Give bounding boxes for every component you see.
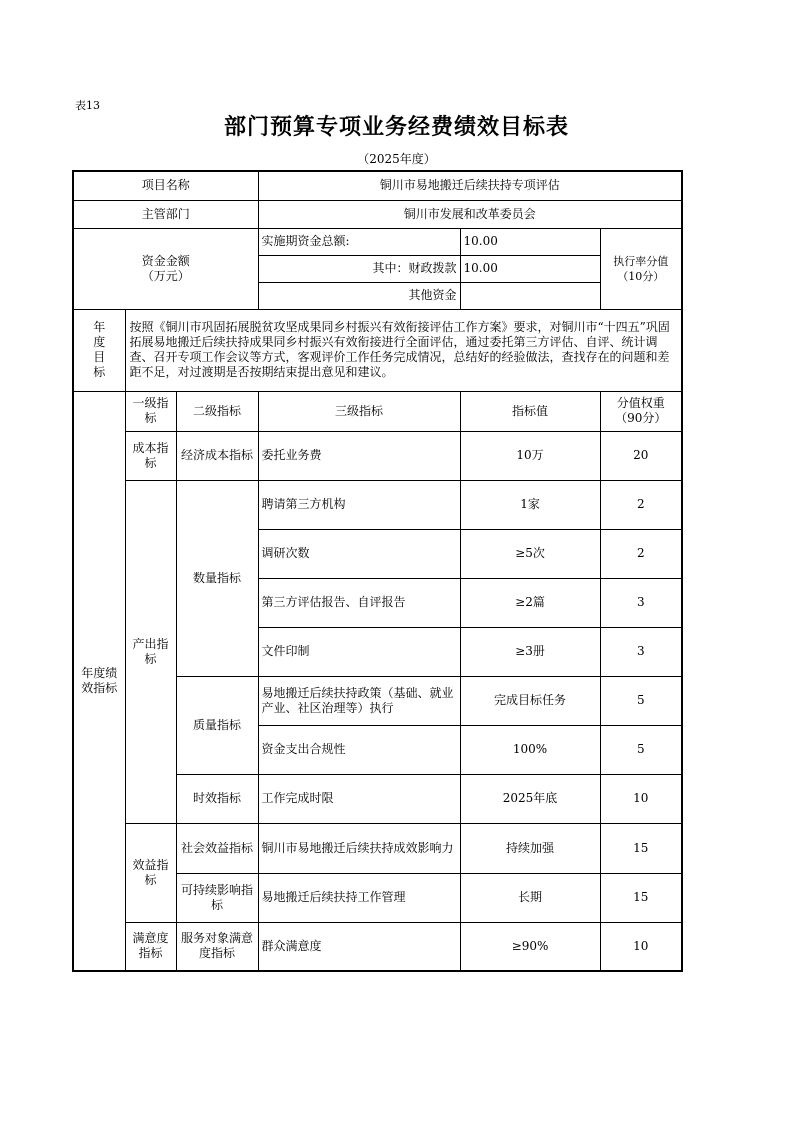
indicator-value: ≥2篇 bbox=[460, 578, 600, 627]
annual-goal-text: 按照《铜川市巩固拓展脱贫攻坚成果同乡村振兴有效衔接评估工作方案》要求，对铜川市“十四五”巩固拓展易地搬迁后续扶持成果同乡村振兴有效衔接进行全面评估，通过委托第三方评估、自评、统计调查、召开专项工作会议等方式，客观评价工作任务完成情况，总结好的经验做法，查找存在的问题和差距不足，对过渡期是否按期结束提出意见和建议。 bbox=[125, 309, 682, 391]
indicator-value: 10万 bbox=[460, 431, 600, 480]
indicator-value: ≥3册 bbox=[460, 627, 600, 676]
funds-fiscal-label: 其中：财政拨款 bbox=[258, 255, 460, 282]
goal-char: 度 bbox=[93, 335, 106, 349]
annual-goal-label bbox=[73, 309, 125, 391]
indicator-name: 工作完成时限 bbox=[258, 774, 460, 823]
level2-quantity: 数量指标 bbox=[176, 480, 258, 676]
indicator-name: 文件印制 bbox=[258, 627, 460, 676]
exec-rate-points: （10分） bbox=[617, 269, 665, 283]
dept-label: 主管部门 bbox=[73, 200, 258, 228]
fiscal-year: （2025年度） bbox=[357, 152, 436, 166]
dept-value: 铜川市发展和改革委员会 bbox=[258, 200, 682, 228]
table-row bbox=[73, 823, 682, 873]
indicator-weight: 15 bbox=[600, 823, 682, 873]
funds-label-text: 资金金额 bbox=[141, 253, 190, 268]
indicator-weight: 3 bbox=[600, 627, 682, 676]
funds-label bbox=[73, 228, 258, 309]
funds-fiscal-value: 10.00 bbox=[460, 255, 600, 282]
level2-sustainable: 可持续影响指标 bbox=[176, 873, 258, 922]
header-value: 指标值 bbox=[460, 391, 600, 431]
goal-char: 标 bbox=[93, 365, 106, 379]
header-weight bbox=[600, 391, 682, 431]
indicator-name: 易地搬迁后续扶持政策（基础、就业产业、社区治理等）执行 bbox=[258, 676, 460, 725]
annual-indicators-label: 年度绩效指标 bbox=[73, 391, 125, 971]
indicator-name: 易地搬迁后续扶持工作管理 bbox=[258, 873, 460, 922]
indicator-name: 资金支出合规性 bbox=[258, 725, 460, 774]
indicator-weight: 2 bbox=[600, 529, 682, 578]
header-level1: 一级指标 bbox=[125, 391, 176, 431]
header-level3: 三级指标 bbox=[258, 391, 460, 431]
funds-row-total bbox=[73, 228, 682, 255]
table-row bbox=[73, 480, 682, 529]
table-number: 表13 bbox=[75, 99, 100, 112]
funds-total-value: 10.00 bbox=[460, 228, 600, 255]
indicator-value: ≥5次 bbox=[460, 529, 600, 578]
indicator-weight: 10 bbox=[600, 922, 682, 971]
funds-total-label: 实施期资金总额: bbox=[258, 228, 460, 255]
level1-output: 产出指标 bbox=[125, 480, 176, 823]
level1-cost: 成本指标 bbox=[125, 431, 176, 480]
header-level2: 二级指标 bbox=[176, 391, 258, 431]
indicator-value: 1家 bbox=[460, 480, 600, 529]
project-name-label: 项目名称 bbox=[73, 171, 258, 200]
indicator-weight: 2 bbox=[600, 480, 682, 529]
exec-rate-label: 执行率分值 bbox=[613, 254, 669, 268]
indicator-value: 100% bbox=[460, 725, 600, 774]
exec-rate-score bbox=[600, 228, 682, 309]
header-weight-label: 分值权重 bbox=[616, 396, 665, 410]
funds-other-label: 其他资金 bbox=[258, 282, 460, 309]
indicator-weight: 10 bbox=[600, 774, 682, 823]
indicator-value: 2025年底 bbox=[460, 774, 600, 823]
level2-service: 服务对象满意度指标 bbox=[176, 922, 258, 971]
indicator-name: 第三方评估报告、自评报告 bbox=[258, 578, 460, 627]
table-row bbox=[73, 431, 682, 480]
level2-social: 社会效益指标 bbox=[176, 823, 258, 873]
indicator-weight: 5 bbox=[600, 676, 682, 725]
goal-char: 目 bbox=[93, 350, 106, 364]
level2-economic-cost: 经济成本指标 bbox=[176, 431, 258, 480]
project-name-value: 铜川市易地搬迁后续扶持专项评估 bbox=[258, 171, 682, 200]
indicator-weight: 15 bbox=[600, 873, 682, 922]
indicator-name: 聘请第三方机构 bbox=[258, 480, 460, 529]
page-title: 部门预算专项业务经费绩效目标表 bbox=[223, 114, 569, 140]
goal-char: 年 bbox=[93, 320, 106, 334]
indicator-value: 长期 bbox=[460, 873, 600, 922]
indicator-weight: 3 bbox=[600, 578, 682, 627]
level2-timeliness: 时效指标 bbox=[176, 774, 258, 823]
indicator-name: 群众满意度 bbox=[258, 922, 460, 971]
level2-quality: 质量指标 bbox=[176, 676, 258, 774]
funds-unit: （万元） bbox=[141, 268, 190, 283]
annual-goal-row bbox=[73, 309, 682, 391]
indicator-value: 完成目标任务 bbox=[460, 676, 600, 725]
dept-row bbox=[73, 200, 682, 228]
indicator-name: 委托业务费 bbox=[258, 431, 460, 480]
table-row bbox=[73, 922, 682, 971]
indicator-value: 持续加强 bbox=[460, 823, 600, 873]
performance-target-table bbox=[72, 170, 683, 972]
funds-other-value bbox=[460, 282, 600, 309]
indicator-name: 调研次数 bbox=[258, 529, 460, 578]
indicator-weight: 5 bbox=[600, 725, 682, 774]
indicator-weight: 20 bbox=[600, 431, 682, 480]
level1-benefit: 效益指标 bbox=[125, 823, 176, 922]
project-name-row bbox=[73, 171, 682, 200]
level1-satisfaction: 满意度指标 bbox=[125, 922, 176, 971]
indicator-header-row bbox=[73, 391, 682, 431]
indicator-value: ≥90% bbox=[460, 922, 600, 971]
indicator-name: 铜川市易地搬迁后续扶持成效影响力 bbox=[258, 823, 460, 873]
header-weight-note: （90分） bbox=[615, 411, 667, 425]
